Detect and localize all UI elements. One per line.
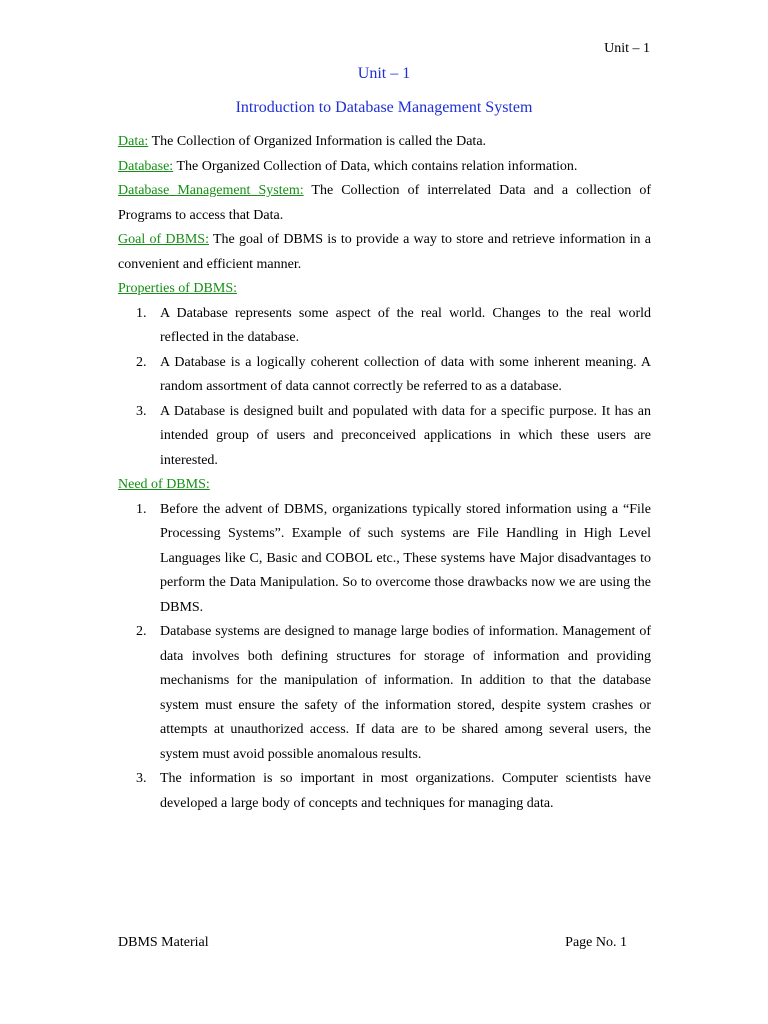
need-heading: Need of DBMS: [118, 477, 210, 492]
definition-term: Goal of DBMS: [118, 232, 209, 247]
list-number: 2. [136, 624, 147, 639]
list-item [136, 620, 651, 767]
list-item [136, 767, 651, 816]
list-item [136, 302, 651, 351]
definition-text: The goal of DBMS is to provide a way to store and retrieve information in a convenient and efficient manner. [118, 232, 651, 272]
list-number: 1. [136, 501, 147, 517]
definition-data [118, 130, 651, 155]
properties-list [118, 302, 651, 474]
definition-text: The Collection of interrelated Data and a collection of Programs to access that Data. [118, 183, 651, 223]
footer-page-number: Page No. 1 [565, 935, 627, 950]
running-header: Unit – 1 [604, 41, 650, 56]
list-item-text: Before the advent of DBMS, organizations typically stored information using a “File Processing Systems”. Example of such systems are File Handling in High Level Languages like C, Basic and COBOL etc., These systems have Major disadvantages to perform the Data Manipulation. So to overcome those drawbacks now we are using the DBMS. [160, 501, 651, 615]
list-item-text: A Database is a logically coherent collection of data with some inherent meaning. A random assortment of data cannot correctly be referred to as a database. [160, 354, 651, 394]
list-item [136, 400, 651, 474]
list-item [136, 498, 651, 621]
definition-goal [118, 228, 651, 277]
need-list [118, 498, 651, 817]
list-item-text: Database systems are designed to manage large bodies of information. Management of data involves both defining structures for storage of information and providing mechanisms for the manipulation of information. In addition to that the database system must ensure the safety of the information stored, despite system crashes or attempts at unauthorized access. If data are to be shared among several users, the system must avoid possible anomalous results. [160, 624, 651, 762]
properties-heading: Properties of DBMS: [118, 281, 237, 296]
definition-text: The Collection of Organized Information is called the Data. [148, 134, 487, 149]
unit-title: Unit – 1 [357, 65, 411, 82]
document-title: Introduction to Database Management System [235, 99, 533, 116]
list-number: 3. [136, 403, 147, 419]
list-number: 3. [136, 771, 147, 786]
definition-text: The Organized Collection of Data, which contains relation information. [173, 158, 578, 174]
list-item-text: The information is so important in most organizations. Computer scientists have developed a large body of concepts and techniques for managing data. [160, 771, 651, 811]
list-item [136, 351, 651, 400]
list-item-text: A Database represents some aspect of the real world. Changes to the real world reflected in the database. [160, 305, 651, 345]
document-body [118, 130, 651, 816]
list-number: 1. [136, 305, 147, 321]
list-number: 2. [136, 354, 147, 370]
definition-term: Database: [118, 158, 174, 174]
footer-document-name: DBMS Material [118, 935, 209, 950]
definition-term: Database Management System: [118, 183, 304, 198]
definition-dbms [118, 179, 651, 228]
definition-term: Data: [118, 134, 149, 149]
list-item-text: A Database is designed built and populated with data for a specific purpose. It has an intended group of users and preconceived applications in which these users are interested. [160, 403, 651, 468]
definition-database [118, 155, 651, 180]
